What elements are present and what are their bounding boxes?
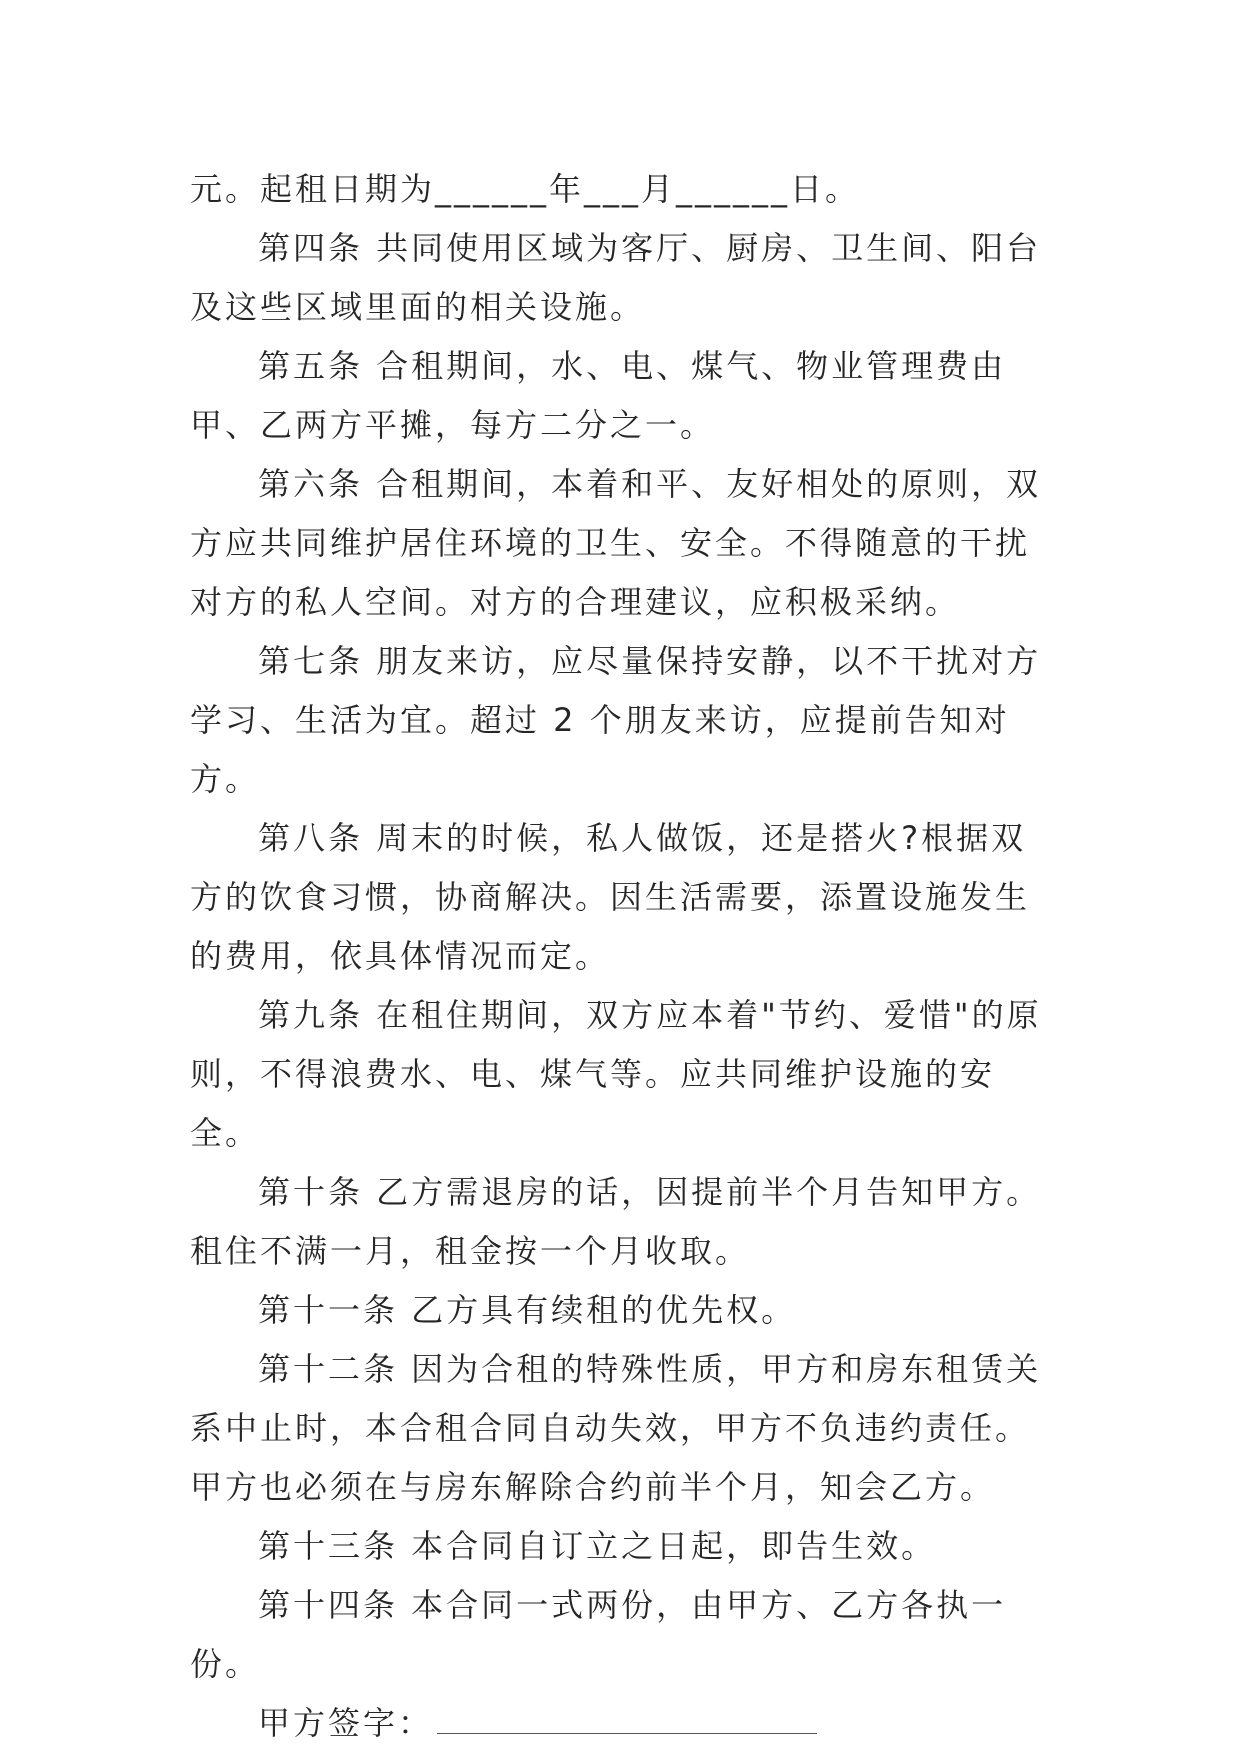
paragraph-article-13: 第十三条 本合同自订立之日起，即告生效。	[258, 1527, 937, 1565]
paragraph-article-10: 第十条 乙方需退房的话，因提前半个月告知甲方。租住不满一月，租金按一个月收取。	[190, 1173, 1042, 1270]
paragraph-article-8: 第八条 周末的时候，私人做饭，还是搭火?根据双方的饮食习惯，协商解决。因生活需要，添置设施发生的费用，依具体情况而定。	[190, 819, 1031, 975]
paragraph-article-5: 第五条 合租期间，水、电、煤气、物业管理费由甲、乙两方平摊，每方二分之一。	[190, 347, 1007, 444]
paragraph-article-4: 第四条 共同使用区域为客厅、厨房、卫生间、阳台及这些区域里面的相关设施。	[190, 229, 1042, 326]
signature-field[interactable]	[437, 1705, 817, 1734]
signature-label: 甲方签字：	[258, 1704, 434, 1742]
paragraph-article-9: 第九条 在租住期间，双方应本着"节约、爱惜"的原则，不得浪费水、电、煤气等。应共同维护设施的安全。	[190, 996, 1042, 1152]
signature-row	[190, 1694, 1050, 1753]
paragraph-article-11: 第十一条 乙方具有续租的优先权。	[258, 1291, 797, 1329]
paragraph-article-6: 第六条 合租期间，本着和平、友好相处的原则，双方应共同维护居住环境的卫生、安全。不得随意的干扰对方的私人空间。对方的合理建议，应积极采纳。	[190, 465, 1042, 621]
document-body	[190, 160, 1050, 1753]
paragraph-rent-start-date: 元。起租日期为______年___月______日。	[190, 170, 861, 208]
paragraph-article-14: 第十四条 本合同一式两份，由甲方、乙方各执一份。	[190, 1586, 1007, 1683]
paragraph-article-7: 第七条 朋友来访，应尽量保持安静，以不干扰对方学习、生活为宜。超过 2 个朋友来访，应提前告知对方。	[190, 642, 1042, 798]
paragraph-article-12: 第十二条 因为合租的特殊性质，甲方和房东租赁关系中止时，本合租合同自动失效，甲方不负违约责任。甲方也必须在与房东解除合约前半个月，知会乙方。	[190, 1350, 1042, 1506]
